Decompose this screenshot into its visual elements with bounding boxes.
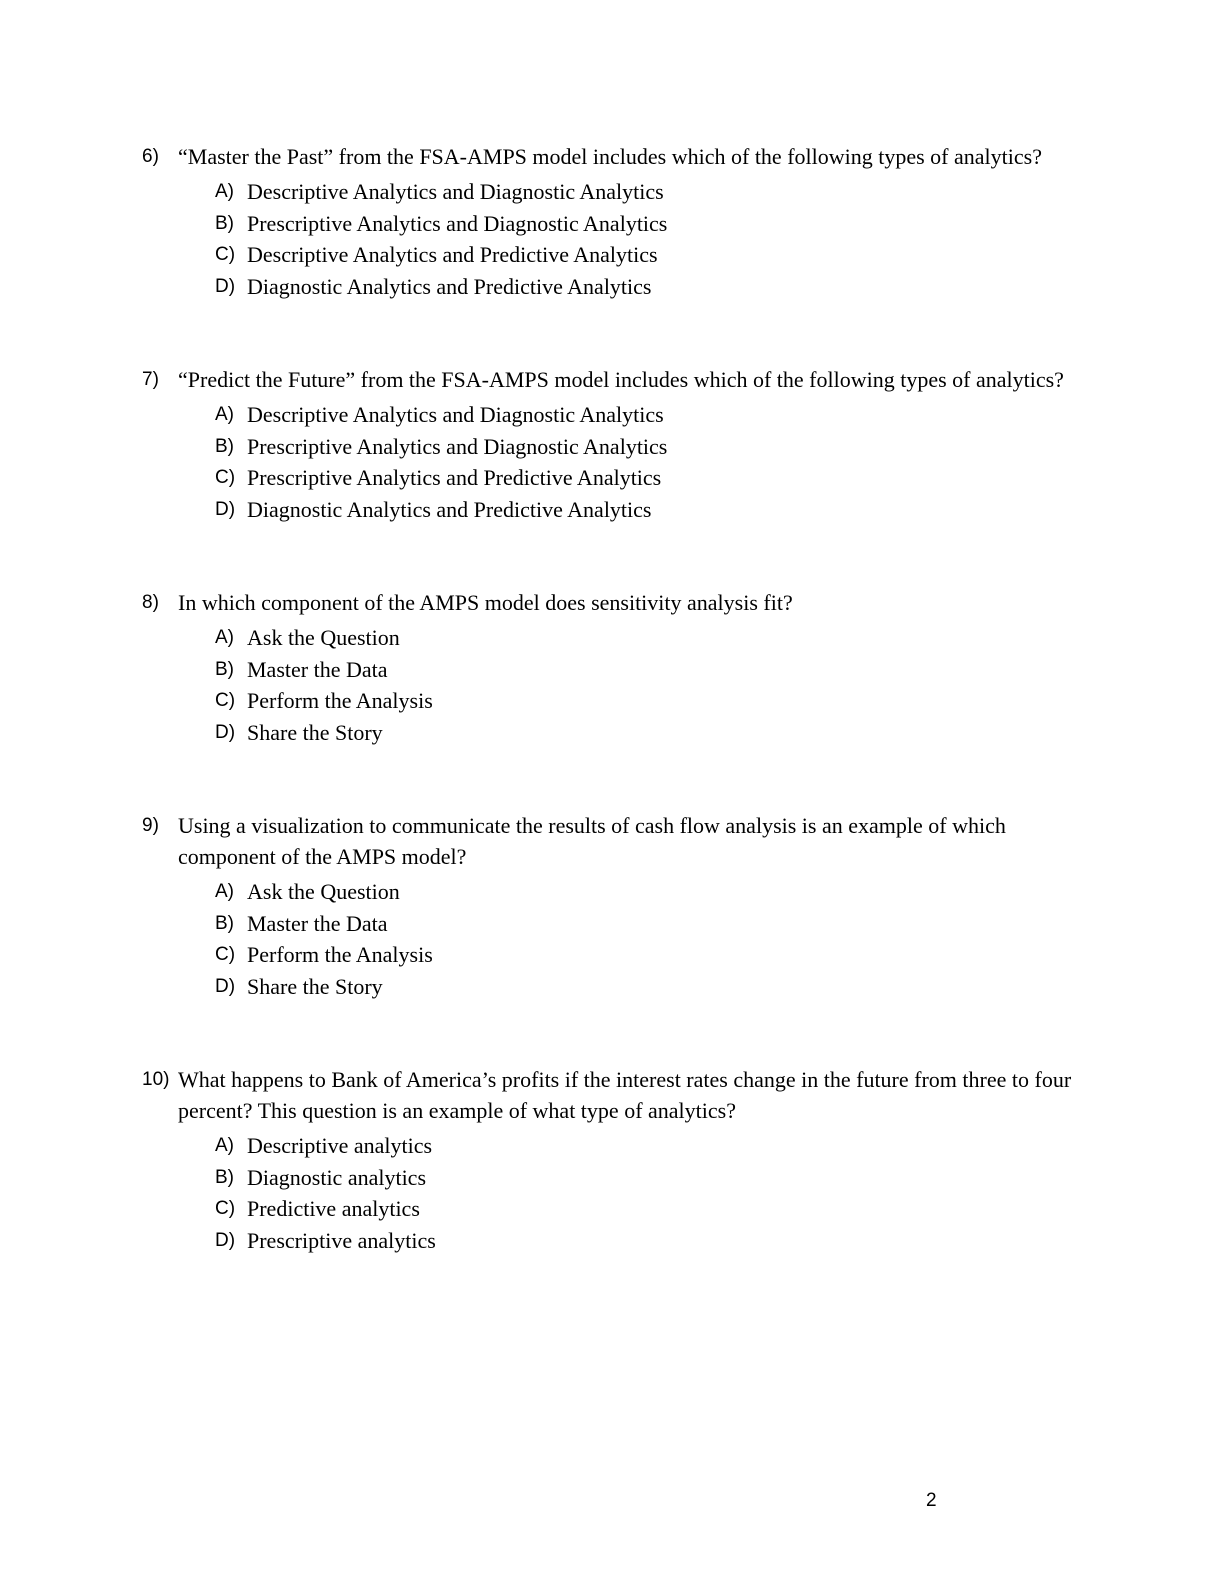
option-text: Perform the Analysis [247, 688, 433, 713]
question-text: What happens to Bank of America’s profits if the interest rates change in the future from three to four percent? This question is an example of what type of analytics? [178, 1067, 1072, 1123]
option-text: Prescriptive Analytics and Diagnostic Analytics [247, 433, 668, 459]
option-text: Perform the Analysis [247, 942, 433, 967]
question-number: 7) [142, 369, 159, 390]
option-c [215, 239, 1074, 271]
option-b [215, 654, 1074, 686]
options-list [215, 622, 1074, 748]
question-8 [142, 587, 1074, 748]
option-text: Predictive analytics [247, 1196, 420, 1221]
options-list [215, 1130, 1074, 1256]
option-text: Diagnostic Analytics and Predictive Analytics [247, 273, 652, 299]
option-letter: D) [215, 275, 236, 297]
option-text: Ask the Question [247, 879, 400, 904]
option-d [215, 717, 1074, 749]
option-c [215, 1193, 1074, 1225]
option-text: Descriptive Analytics and Predictive Analytics [247, 242, 658, 267]
option-a [215, 399, 1074, 431]
question-text: In which component of the AMPS model does sensitivity analysis fit? [178, 590, 793, 615]
question-7 [142, 364, 1074, 525]
option-text: Ask the Question [247, 625, 400, 650]
option-c [215, 685, 1074, 717]
option-a [215, 622, 1074, 654]
option-text: Master the Data [247, 910, 388, 936]
option-letter: B) [215, 1166, 234, 1188]
options-list [215, 176, 1074, 302]
option-c [215, 462, 1074, 494]
option-letter: C) [215, 1198, 236, 1219]
question-text: “Predict the Future” from the FSA-AMPS model includes which of the following types of analytics? [178, 367, 1064, 392]
option-letter: C) [215, 467, 236, 488]
option-b [215, 431, 1074, 463]
option-a [215, 876, 1074, 908]
option-d [215, 1225, 1074, 1257]
option-letter: A) [215, 1135, 234, 1156]
option-text: Prescriptive Analytics and Predictive Analytics [247, 465, 662, 490]
option-text: Descriptive analytics [247, 1133, 433, 1158]
question-number: 9) [142, 815, 159, 836]
option-text: Diagnostic Analytics and Predictive Analytics [247, 496, 652, 522]
option-letter: A) [215, 627, 234, 648]
option-letter: B) [215, 212, 234, 234]
option-letter: D) [215, 498, 236, 520]
option-a [215, 176, 1074, 208]
option-c [215, 939, 1074, 971]
option-text: Descriptive Analytics and Diagnostic Analytics [247, 179, 664, 204]
option-b [215, 908, 1074, 940]
question-9 [142, 810, 1074, 1002]
option-text: Prescriptive analytics [247, 1227, 436, 1253]
option-letter: D) [215, 1229, 236, 1251]
option-text: Share the Story [247, 973, 383, 999]
option-a [215, 1130, 1074, 1162]
options-list [215, 876, 1074, 1002]
page-number: 2 [926, 1490, 937, 1511]
question-text: “Master the Past” from the FSA-AMPS model includes which of the following types of analytics? [178, 144, 1042, 169]
options-list [215, 399, 1074, 525]
option-b [215, 208, 1074, 240]
question-10 [142, 1064, 1074, 1256]
option-letter: D) [215, 975, 236, 997]
option-d [215, 494, 1074, 526]
question-number: 6) [142, 146, 159, 167]
option-letter: B) [215, 658, 234, 680]
option-letter: C) [215, 244, 236, 265]
option-text: Descriptive Analytics and Diagnostic Analytics [247, 402, 664, 427]
questions-list [142, 141, 1074, 1318]
option-text: Prescriptive Analytics and Diagnostic Analytics [247, 210, 668, 236]
option-text: Share the Story [247, 719, 383, 745]
question-6 [142, 141, 1074, 302]
option-letter: A) [215, 181, 234, 202]
question-text: Using a visualization to communicate the results of cash flow analysis is an example of which component of the AMPS model? [178, 813, 1006, 869]
option-letter: C) [215, 944, 236, 965]
option-letter: B) [215, 912, 234, 934]
option-letter: A) [215, 404, 234, 425]
question-number: 8) [142, 592, 159, 613]
option-text: Master the Data [247, 656, 388, 682]
option-d [215, 271, 1074, 303]
option-letter: B) [215, 435, 234, 457]
option-letter: C) [215, 690, 236, 711]
option-b [215, 1162, 1074, 1194]
option-d [215, 971, 1074, 1003]
option-letter: D) [215, 721, 236, 743]
question-number: 10) [142, 1069, 170, 1090]
option-text: Diagnostic analytics [247, 1164, 427, 1190]
option-letter: A) [215, 881, 234, 902]
